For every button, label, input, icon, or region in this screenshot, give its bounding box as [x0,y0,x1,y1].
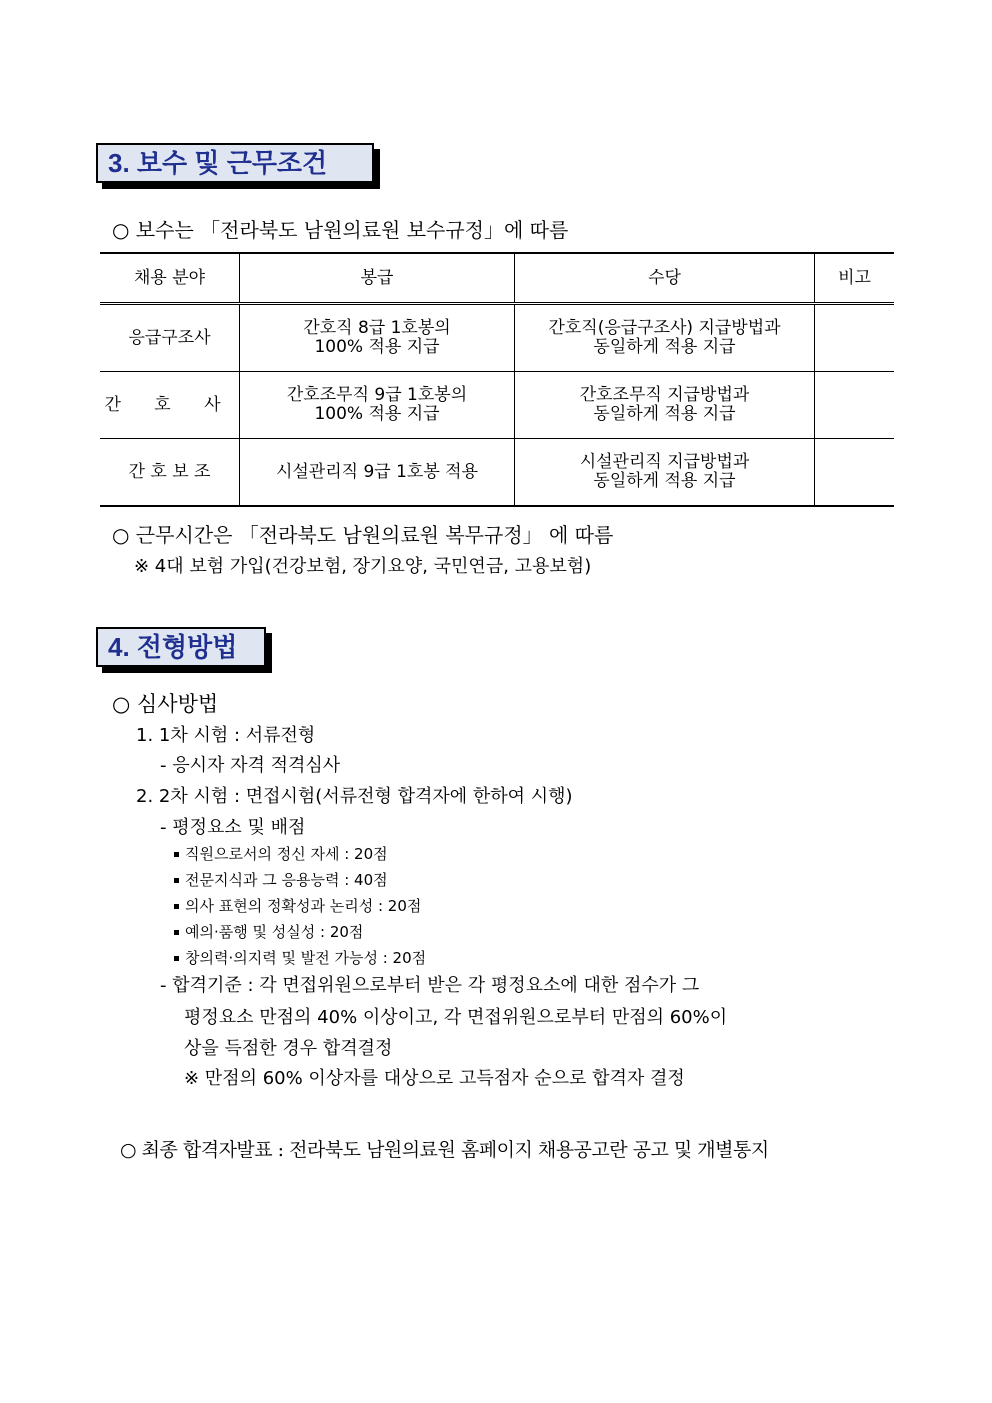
header-salary: 봉급 [240,253,515,304]
row-note [815,439,895,507]
final-announcement: ○ 최종 합격자발표 : 전라북도 남원의료원 홈페이지 채용공고란 공고 및 개별통지 [120,1139,769,1161]
criteria-item: 예의·품행 및 성실성 : 20점 [174,921,363,942]
step1-detail: - 응시자 자격 적격심사 [160,755,341,776]
work-rule-text: ○ 근무시간은 「전라북도 남원의료원 복무규정」 에 따름 [112,523,614,547]
pay-table-header [100,253,894,304]
row-allowance: 간호직(응급구조사) 지급방법과 동일하게 적용 지급 [515,304,815,372]
step1-text: 1. 1차 시험 : 서류전형 [136,725,316,746]
pay-rule-text: ○ 보수는 「전라북도 남원의료원 보수규정」에 따름 [112,218,569,242]
criteria-item: 전문지식과 그 응용능력 : 40점 [174,869,388,890]
row-salary: 간호직 8급 1호봉의 100% 적용 지급 [240,304,515,372]
bullet-icon [174,852,179,857]
header-note: 비고 [815,253,895,304]
header-field: 채용 분야 [100,253,240,304]
bullet-icon [174,878,179,883]
row-salary: 간호조무직 9급 1호봉의 100% 적용 지급 [240,372,515,439]
pass-criteria-line: 평정요소 만점의 40% 이상이고, 각 면접위원으로부터 만점의 60%이 [184,1007,728,1028]
table-row [100,372,894,439]
bullet-icon [174,930,179,935]
step2-detail: - 평정요소 및 배점 [160,817,306,838]
pass-criteria-line: 상을 득점한 경우 합격결정 [184,1038,393,1059]
table-row [100,304,894,372]
criteria-item: 창의력·의지력 및 발전 가능성 : 20점 [174,947,426,968]
table-row [100,439,894,507]
criteria-item: 직원으로서의 정신 자세 : 20점 [174,843,388,864]
bullet-icon [174,956,179,961]
row-note [815,304,895,372]
pay-table [100,252,894,507]
row-allowance: 간호조무직 지급방법과 동일하게 적용 지급 [515,372,815,439]
row-field: 간 호 사 [100,372,240,439]
header-allowance: 수당 [515,253,815,304]
row-field: 간 호 보 조 [100,439,240,507]
pass-note: ※ 만점의 60% 이상자를 대상으로 고득점자 순으로 합격자 결정 [184,1068,685,1089]
method-heading: ○ 심사방법 [112,692,219,716]
section4-title: 4. 전형방법 [96,627,266,667]
row-note [815,372,895,439]
step2-text: 2. 2차 시험 : 면접시험(서류전형 합격자에 한하여 시행) [136,786,573,807]
row-field: 응급구조사 [100,304,240,372]
bullet-icon [174,904,179,909]
section3-title: 3. 보수 및 근무조건 [96,143,374,183]
row-salary: 시설관리직 9급 1호봉 적용 [240,439,515,507]
criteria-item: 의사 표현의 정확성과 논리성 : 20점 [174,895,421,916]
pass-criteria-line: - 합격기준 : 각 면접위원으로부터 받은 각 평정요소에 대한 점수가 그 [160,975,700,996]
insurance-note: ※ 4대 보험 가입(건강보험, 장기요양, 국민연금, 고용보험) [134,556,592,577]
row-allowance: 시설관리직 지급방법과 동일하게 적용 지급 [515,439,815,507]
